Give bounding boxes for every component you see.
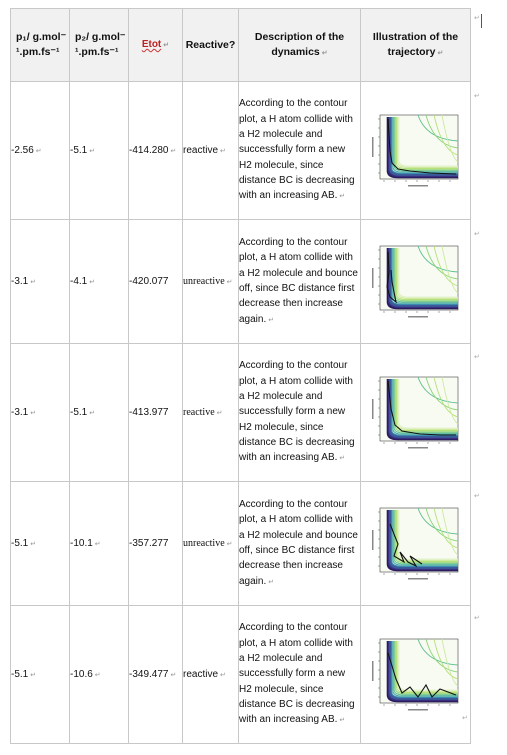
p1-value: -2.56 [11,145,34,156]
p2-cell [70,606,129,744]
paragraph-mark: ↵ [35,148,42,155]
header-row [11,9,471,82]
contour-plot-graphic [370,373,462,453]
p2-value: -4.1 [70,276,88,287]
trajectory-cell [361,606,471,744]
paragraph-mark: ↵ [474,354,480,361]
contour-plot-graphic [370,504,462,584]
trajectory-plot-image [370,635,462,715]
paragraph-mark: ↵ [30,672,37,679]
y-axis-label-glyph [372,661,374,681]
header-etot-label: Etot [141,39,162,50]
description-cell [239,482,361,606]
reactive-value: unreactive [183,276,225,287]
etot-cell [129,606,183,744]
p2-value: -5.1 [70,145,88,156]
paragraph-mark: ↵ [163,42,170,49]
reactive-cell [183,220,239,344]
description-text: According to the contour plot, a H atom collide with a H2 molecule and successfully form a new H2 molecule, since distance BC is decreasing with an increasing AB. [239,622,355,726]
description-text: According to the contour plot, a H atom collide with a H2 molecule and successfully form a new H2 molecule, since distance BC is decreasing with an increasing AB. [239,360,355,464]
description-cell [239,220,361,344]
paragraph-mark: ↵ [30,410,37,417]
header-p2-line2: ¹.pm.fs⁻¹ [75,46,119,58]
trajectory-cell [361,220,471,344]
description-text: According to the contour plot, a H atom collide with a H2 molecule and bounce off, since BC distance first decrease then increase again. [239,237,358,325]
trajectory-cell [361,82,471,220]
etot-cell [129,82,183,220]
y-axis-label-glyph [372,399,374,419]
trajectory-plot-image [370,242,462,322]
paragraph-mark: ↵ [321,49,328,57]
header-illustration [361,9,471,82]
etot-value: -413.977 [129,407,169,418]
reactive-cell [183,482,239,606]
paragraph-mark: ↵ [30,541,37,548]
paragraph-mark: ↵ [268,316,275,324]
trajectory-plot-image [370,111,462,191]
table-row [11,606,471,744]
reactive-cell [183,82,239,220]
p2-value: -5.1 [70,407,88,418]
paragraph-mark: ↵ [170,672,177,679]
contour-plot-graphic [370,635,462,715]
p1-cell [11,220,70,344]
paragraph-mark: ↵ [226,278,233,286]
paragraph-mark: ↵ [437,49,444,57]
header-p1-line1: p₁/ g.mol⁻ [16,31,67,43]
x-axis-label-glyph [408,185,428,187]
reactive-value: reactive [183,669,219,680]
reactive-value: reactive [183,407,215,418]
paragraph-mark: ↵ [226,540,233,548]
etot-cell [129,220,183,344]
p1-cell [11,344,70,482]
paragraph-mark: ↵ [216,409,223,417]
p2-cell [70,220,129,344]
header-reactive-label: Reactive? [185,38,236,51]
p1-value: -5.1 [11,669,29,680]
paragraph-mark: ↵ [339,717,346,725]
paragraph-mark: ↵ [170,148,177,155]
header-reactive [183,9,239,82]
etot-value: -357.277 [129,538,169,549]
table-row [11,82,471,220]
text-cursor [481,14,482,28]
x-axis-label-glyph [408,578,428,580]
reactive-cell [183,606,239,744]
trajectory-cell [361,344,471,482]
paragraph-mark: ↵ [94,541,101,548]
header-p2-line1: p₂/ g.mol⁻ [75,31,126,43]
etot-value: -414.280 [129,145,169,156]
paragraph-mark: ↵ [89,148,96,155]
table-row [11,220,471,344]
paragraph-mark: ↵ [474,615,480,622]
paragraph-mark: ↵ [89,410,96,417]
header-p1-line2: ¹.pm.fs⁻¹ [16,46,60,58]
paragraph-mark: ↵ [220,148,226,155]
header-description [239,9,361,82]
paragraph-mark: ↵ [339,455,346,463]
description-text: According to the contour plot, a H atom collide with a H2 molecule and successfully form a new H2 molecule, since distance BC is decreasing with an increasing AB. [239,98,355,202]
x-axis-label-glyph [408,316,428,318]
table-row [11,344,471,482]
results-table [10,8,471,744]
x-axis-label-glyph [408,447,428,449]
reactive-cell [183,344,239,482]
header-description-label: Description of the dynamics [254,30,345,58]
p1-cell [11,606,70,744]
paragraph-mark: ↵ [474,493,480,500]
paragraph-mark: ↵ [339,193,346,201]
table-row [11,482,471,606]
header-p1 [11,9,70,82]
p1-cell [11,82,70,220]
etot-value: -349.477 [129,669,169,680]
paragraph-mark: ↵ [89,279,96,286]
paragraph-mark: ↵ [474,93,480,100]
p2-cell [70,344,129,482]
contour-plot-graphic [370,111,462,191]
p2-cell [70,82,129,220]
p1-value: -3.1 [11,276,29,287]
y-axis-label-glyph [372,530,374,550]
trajectory-plot-image [370,373,462,453]
description-cell [239,82,361,220]
trajectory-cell [361,482,471,606]
header-p2 [70,9,129,82]
p2-value: -10.1 [70,538,93,549]
description-text: According to the contour plot, a H atom collide with a H2 molecule and bounce off, since BC distance first decrease then increase again. [239,499,358,587]
p1-value: -5.1 [11,538,29,549]
description-cell [239,344,361,482]
p1-cell [11,482,70,606]
reactive-value: reactive [183,145,219,156]
etot-value: -420.077 [129,276,169,287]
y-axis-label-glyph [372,268,374,288]
paragraph-mark: ↵ [94,672,101,679]
reactive-value: unreactive [183,538,225,549]
paragraph-mark: ↵ [30,279,37,286]
header-illustration-label: Illustration of the trajectory [372,30,459,58]
trajectory-plot-image [370,504,462,584]
y-axis-label-glyph [372,137,374,157]
x-axis-label-glyph [408,709,428,711]
p2-value: -10.6 [70,669,93,680]
p1-value: -3.1 [11,407,29,418]
etot-cell [129,344,183,482]
paragraph-mark: ↵ [220,672,226,679]
header-etot [129,9,183,82]
p2-cell [70,482,129,606]
paragraph-mark: ↵ [462,715,468,722]
etot-cell [129,482,183,606]
paragraph-mark: ↵ [268,578,275,586]
description-cell [239,606,361,744]
contour-plot-graphic [370,242,462,322]
paragraph-mark: ↵ [474,15,480,22]
paragraph-mark: ↵ [474,231,480,238]
